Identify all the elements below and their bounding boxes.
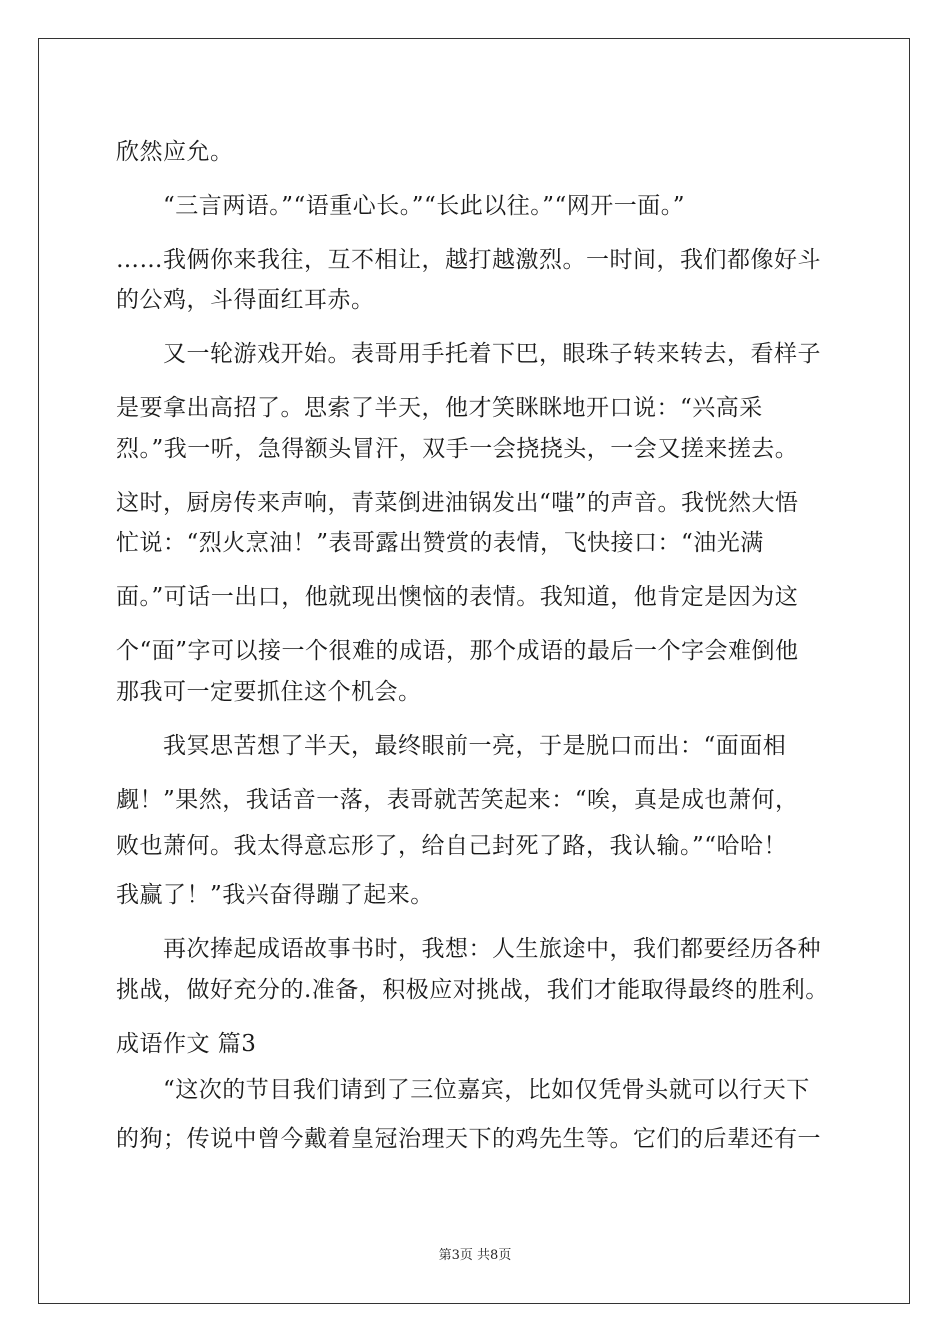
text-line: 又一轮游戏开始。表哥用手托着下巴，眼珠子转来转去，看样子: [116, 341, 821, 367]
page-number: 第3页 共8页: [438, 1248, 512, 1263]
text-line: 的公鸡，斗得面红耳赤。: [116, 287, 375, 313]
text-line: 烈。”我一听，急得额头冒汗，双手一会挠挠头，一会又搓来搓去。: [116, 436, 799, 462]
text-line: 我赢了！”我兴奋得蹦了起来。: [116, 882, 434, 908]
text-line: 挑战，做好充分的.准备，积极应对挑战，我们才能取得最终的胜利。: [116, 977, 829, 1003]
text-line: “三言两语。”“语重心长。”“长此以往。”“网开一面。”: [116, 193, 686, 219]
text-line: 是要拿出高招了。思索了半天，他才笑眯眯地开口说：“兴高采: [116, 395, 763, 421]
text-line: 觑！”果然，我话音一落，表哥就苦笑起来：“唉，真是成也萧何，: [116, 787, 799, 813]
text-line: 这时，厨房传来声响，青菜倒进油锅发出“嗤”的声音。我恍然大悟: [116, 490, 799, 516]
text-line: 忙说：“烈火烹油！”表哥露出赞赏的表情，飞快接口：“油光满: [116, 530, 764, 556]
text-line: 欣然应允。: [116, 139, 234, 165]
page-border: [38, 38, 910, 1304]
text-line: “这次的节目我们请到了三位嘉宾，比如仅凭骨头就可以行天下: [116, 1077, 810, 1103]
text-line: ……我俩你来我往，互不相让，越打越激烈。一时间，我们都像好斗: [116, 247, 821, 273]
text-line: 我冥思苦想了半天，最终眼前一亮，于是脱口而出：“面面相: [116, 733, 787, 759]
text-line: 个“面”字可以接一个很难的成语，那个成语的最后一个字会难倒他: [116, 638, 799, 664]
text-line: 再次捧起成语故事书时，我想：人生旅途中，我们都要经历各种: [116, 936, 821, 962]
text-line: 那我可一定要抓住这个机会。: [116, 679, 422, 705]
text-line: 面。”可话一出口，他就现出懊恼的表情。我知道，他肯定是因为这: [116, 584, 799, 610]
text-line: 败也萧何。我太得意忘形了，给自己封死了路，我认输。”“哈哈！: [116, 833, 788, 859]
section-heading: 成语作文 篇3: [116, 1031, 257, 1057]
text-line: 的狗；传说中曾今戴着皇冠治理天下的鸡先生等。它们的后辈还有一: [116, 1126, 821, 1152]
